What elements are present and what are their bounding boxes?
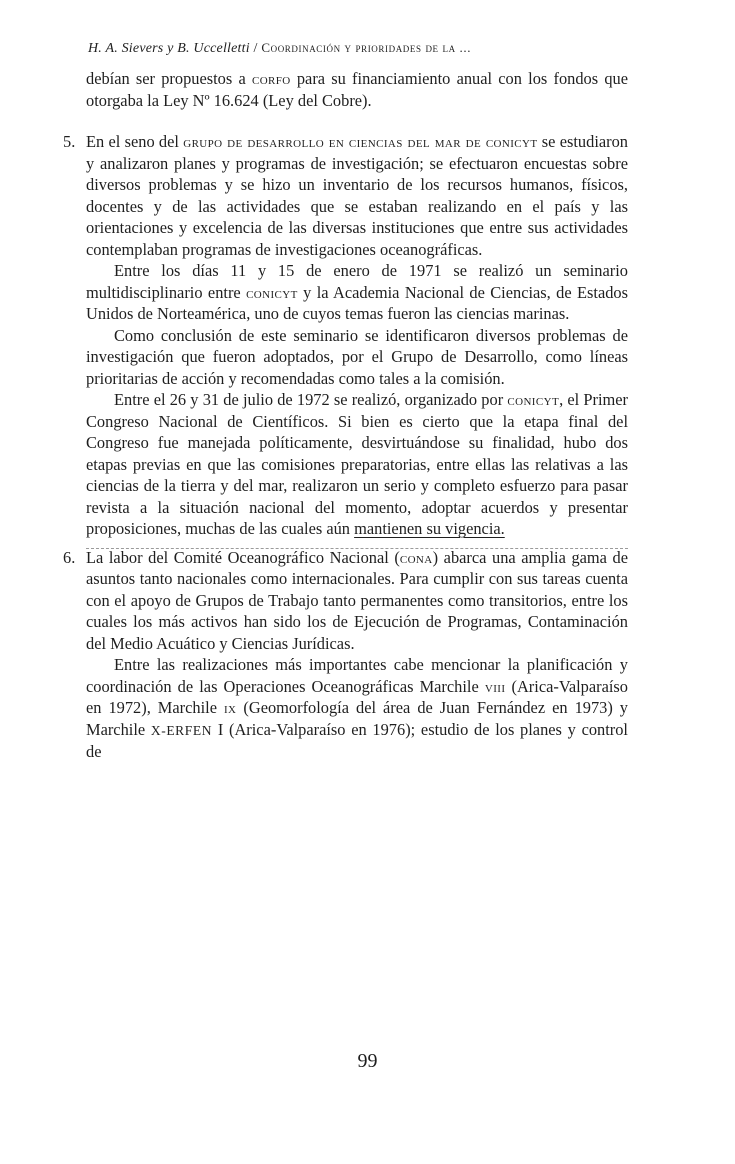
paragraph-continuation: [86, 68, 628, 111]
operation-code: X-ERFEN: [150, 722, 213, 738]
running-header: [88, 40, 648, 57]
group-name: grupo de desarrollo en ciencias del mar de conicyt: [183, 132, 538, 151]
text-run: I (Arica-Valparaíso en 1976); estudio de los planes y control de: [86, 719, 628, 761]
header-separator: /: [253, 41, 258, 56]
text-run: para su financiamiento anual con los fondos que otorgaba la Ley Nº 16.624 (Ley del Cobre).: [86, 69, 628, 110]
text-run: Entre los días 11 y 15 de enero de 1971 se realizó un seminario multidisciplinario entre: [86, 261, 628, 302]
page-number: 99: [357, 1050, 378, 1072]
text-run: La labor del Comité Oceanográfico Nacional (: [86, 547, 400, 567]
body-text: [63, 68, 629, 763]
numbered-item-6: [63, 547, 629, 763]
item-number: 6.: [63, 547, 76, 567]
acronym-conicyt: conicyt: [507, 390, 560, 409]
numbered-item-5: [63, 131, 629, 540]
text-run: , el Primer Congreso Nacional de Científicos. Si bien es cierto que la etapa final del Congreso fue manejada políticamente, desvirtuándose su finalidad, hubo dos etapas previas en que las comisiones preparatorias, entre ellas las relativas a las ciencias de la tierra y del mar, realizaron un serio y completo esfuerzo para pasar revista a la situación nacional del momento, adoptar acuerdos y presentar proposiciones, muchas de las cuales aún: [86, 390, 629, 538]
paragraph: Como conclusión de este seminario se identificaron diversos problemas de investigación que fueron adoptados, por el Grupo de Desarrollo, como líneas prioritarias de acción y recomendadas como tales a la comisión.: [86, 325, 628, 388]
text-run: Entre las realizaciones más importantes cabe mencionar la planificación y coordinación de las Operaciones Oceanográficas Marchile: [86, 655, 628, 696]
text-run: se estudiaron y analizaron planes y programas de investigación; se efectuaron encuestas sobre diversos problemas y se hizo un inventario de los recursos humanos, físicos, docentes y de las actividades que se estaban realizando en el país y las orientaciones y excelencia de las diversas instituciones que entre sus actividades contemplaban programas de investigaciones oceanográficas.: [86, 132, 629, 259]
paragraph: [86, 654, 628, 763]
underlined-text: mantienen su vigencia.: [354, 519, 505, 538]
acronym-cona: cona: [399, 547, 433, 567]
text-run: (Arica-Valparaíso en 1972), Marchile: [86, 676, 629, 717]
acronym-conicyt: conicyt: [246, 282, 298, 302]
roman-numeral: viii: [484, 676, 506, 696]
text-run: debían ser propuestos a: [86, 69, 252, 88]
text-run: En el seno del: [86, 132, 184, 151]
text-run: y la Academia Nacional de Ciencias, de Estados Unidos de Norteamérica, uno de cuyos temas fueron las ciencias marinas.: [86, 282, 628, 323]
paragraph: [86, 260, 628, 325]
text-run: ) abarca una amplia gama de asuntos tanto nacionales como internacionales. Para cumplir con sus tareas cuenta con el apoyo de Grupos de Trabajo tanto permanentes como transitorios, entre los cuales los más activos han sido los de Ejecución de Programas, Contaminación del Medio Acuático y Ciencias Jurídicas.: [86, 547, 628, 653]
paragraph: [86, 389, 628, 540]
roman-numeral: ix: [223, 698, 237, 717]
text-run: (Geomorfología del área de Juan Fernández en 1973) y Marchile: [86, 698, 628, 739]
item-number: 5.: [63, 132, 76, 151]
header-authors: H. A. Sievers y B. Uccelletti: [88, 41, 250, 56]
acronym-corfo: corfo: [251, 69, 291, 88]
text-run: Entre el 26 y 31 de julio de 1972 se realizó, organizado por: [114, 390, 508, 409]
paragraph: [86, 131, 628, 260]
paragraph: [86, 547, 628, 655]
header-running-title: Coordinación y prioridades de la ...: [261, 40, 472, 55]
